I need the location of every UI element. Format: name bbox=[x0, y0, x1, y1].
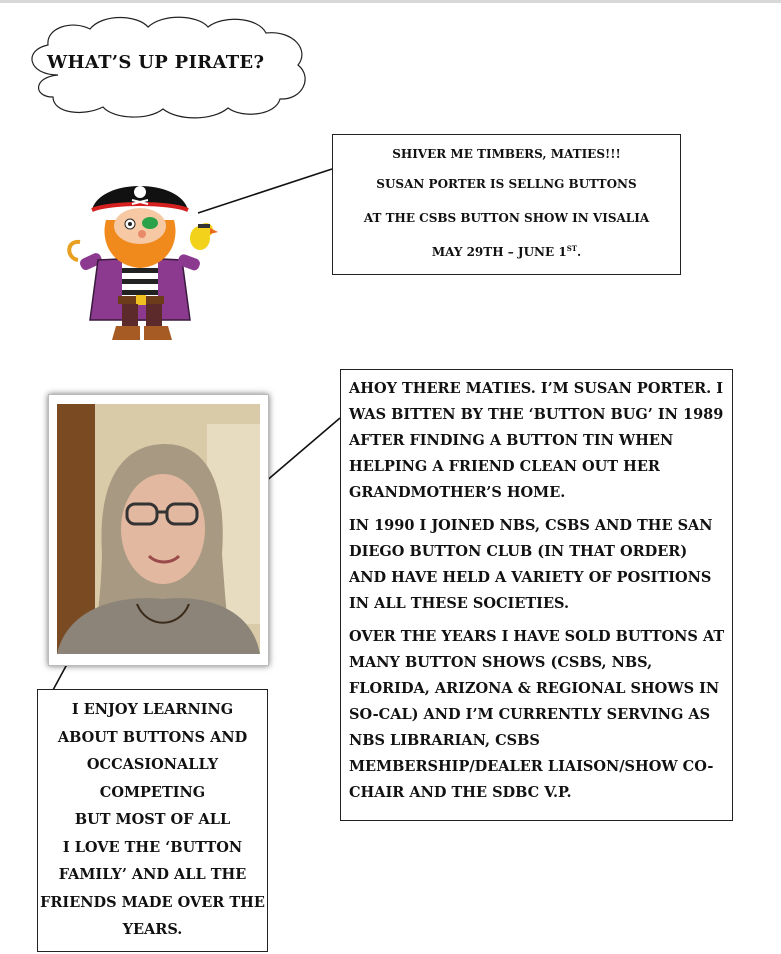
enjoy-line: YEARS. bbox=[122, 921, 183, 938]
pirate-cartoon bbox=[60, 170, 240, 350]
bio-paragraph-2: IN 1990 I JOINED NBS, CSBS AND THE SAN DIEGO BUTTON CLUB (IN THAT ORDER) AND HAVE HELD A VARIETY OF POSITIONS IN ALL THESE SOCIETIES. bbox=[349, 517, 713, 612]
page-title: WHAT’S UP PIRATE? bbox=[47, 52, 265, 73]
enjoy-line: FAMILY’ AND ALL THE bbox=[58, 866, 247, 883]
enjoy-line: OCCASIONALLY bbox=[86, 756, 219, 773]
enjoy-line: ABOUT BUTTONS AND bbox=[57, 728, 248, 746]
bio-box bbox=[340, 369, 733, 821]
enjoy-line: FRIENDS MADE OVER THE bbox=[40, 893, 265, 911]
enjoy-box bbox=[37, 689, 268, 952]
top-border bbox=[0, 0, 781, 3]
announcement-line-2: SUSAN PORTER IS SELLNG BUTTONS bbox=[376, 177, 637, 191]
enjoy-line: I LOVE THE ‘BUTTON bbox=[62, 838, 243, 856]
enjoy-line: BUT MOST OF ALL bbox=[74, 811, 231, 828]
bio-paragraph-3: OVER THE YEARS I HAVE SOLD BUTTONS AT MANY BUTTON SHOWS (CSBS, NBS, FLORIDA, ARIZONA & REGIONAL SHOWS IN SO-CAL) AND I’M CURRENTLY SERVING AS NBS LIBRARIAN, CSBS MEMBERSHIP/DEALER LIAISON/SHOW CO-CHAIR AND THE SDBC V.P. bbox=[349, 628, 725, 801]
announcement-line-4 bbox=[333, 244, 680, 259]
announcement-date: MAY 29TH – JUNE 1 bbox=[431, 245, 567, 259]
enjoy-line: I ENJOY LEARNING bbox=[71, 701, 234, 718]
announcement-line-3: AT THE CSBS BUTTON SHOW IN VISALIA bbox=[363, 211, 650, 225]
portrait-photo bbox=[57, 404, 260, 654]
bio-paragraph-1: AHOY THERE MATIES. I’M SUSAN PORTER. I WAS BITTEN BY THE ‘BUTTON BUG’ IN 1989 AFTER FINDING A BUTTON TIN WHEN HELPING A FRIEND CLEAN OUT HER GRANDMOTHER’S HOME. bbox=[349, 380, 724, 501]
announcement-date-end: . bbox=[576, 245, 582, 259]
announcement-box bbox=[332, 134, 681, 275]
photo-frame bbox=[48, 394, 269, 666]
announcement-line-1: SHIVER ME TIMBERS, MATIES!!! bbox=[392, 147, 621, 161]
enjoy-line: COMPETING bbox=[99, 783, 206, 801]
announcement-date-suffix: ST bbox=[566, 244, 577, 253]
